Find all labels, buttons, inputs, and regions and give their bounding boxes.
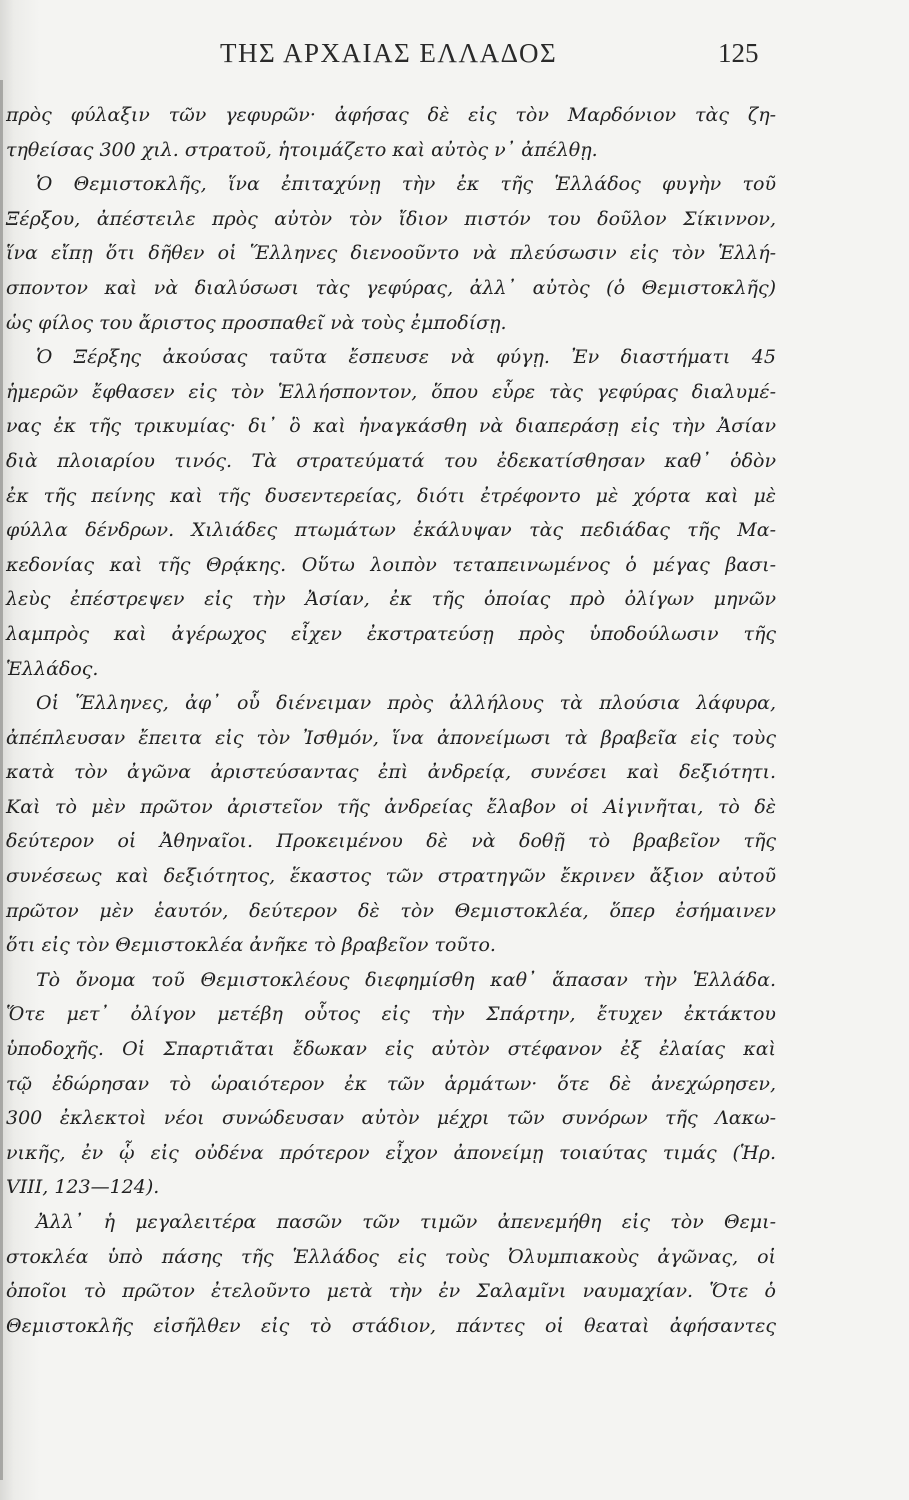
text-line: Ξέρξου, ἀπέστειλε πρὸς αὐτὸν τὸν ἴδιον πιστόν του δοῦλον Σίκιννον, <box>6 207 776 230</box>
text-line: διὰ πλοιαρίου τινός. Τὰ στρατεύματά του ἐδεκατίσθησαν καθ᾽ ὁδὸν <box>6 449 776 472</box>
text-line: νικῆς, ἐν ᾧ εἰς οὐδένα πρότερον εἶχον ἀπονείμῃ τοιαύτας τιμάς (Ἡρ. <box>6 1141 776 1164</box>
text-line: Θεμιστοκλῆς εἰσῆλθεν εἰς τὸ στάδιον, πάντες οἱ θεαταὶ ἀφήσαντες <box>6 1314 776 1337</box>
text-line: Καὶ τὸ μὲν πρῶτον ἀριστεῖον τῆς ἀνδρείας ἔλαβον οἱ Αἰγινῆται, τὸ δὲ <box>6 795 776 818</box>
text-line: VIII, 123—124). <box>6 1176 160 1199</box>
scan-edge-shadow <box>0 80 3 1480</box>
text-line: πρὸς φύλαξιν τῶν γεφυρῶν· ἀφήσας δὲ εἰς τὸν Μαρδόνιον τὰς ζη- <box>6 104 776 126</box>
text-line: ἡμερῶν ἔφθασεν εἰς τὸν Ἑλλήσποντον, ὅπου εὗρε τὰς γεφύρας διαλυμέ- <box>6 380 776 403</box>
text-line: Ἑλλάδος. <box>6 657 99 680</box>
text-line: κατὰ τὸν ἀγῶνα ἀριστεύσαντας ἐπὶ ἀνδρείᾳ, συνέσει καὶ δεξιότητι. <box>6 761 776 784</box>
text-line: στοκλέα ὑπὸ πάσης τῆς Ἑλλάδος εἰς τοὺς Ὀλυμπιακοὺς ἀγῶνας, οἱ <box>6 1245 776 1268</box>
text-line: λεὺς ἐπέστρεψεν εἰς τὴν Ἀσίαν, ἐκ τῆς ὁποίας πρὸ ὀλίγων μηνῶν <box>6 588 776 611</box>
text-line: ἐκ τῆς πείνης καὶ τῆς δυσεντερείας, διότι ἐτρέφοντο μὲ χόρτα καὶ μὲ <box>6 484 776 507</box>
text-line: ὡς φίλος του ἄριστος προσπαθεῖ νὰ τοὺς ἐμποδίσῃ. <box>6 311 507 334</box>
text-line: Τὸ ὄνομα τοῦ Θεμιστοκλέους διεφημίσθη καθ᾽ ἅπασαν τὴν Ἑλλάδα. <box>36 968 776 991</box>
text-line: φύλλα δένδρων. Χιλιάδες πτωμάτων ἐκάλυψαν τὰς πεδιάδας τῆς Μα- <box>6 519 776 542</box>
text-line: πρῶτον μὲν ἑαυτόν, δεύτερον δὲ τὸν Θεμιστοκλέα, ὅπερ ἐσήμαινεν <box>6 899 776 922</box>
text-line: συνέσεως καὶ δεξιότητος, ἕκαστος τῶν στρατηγῶν ἔκρινεν ἄξιον αὐτοῦ <box>6 865 776 888</box>
body-text <box>6 98 776 1343</box>
page-header <box>0 38 909 78</box>
text-line: δεύτερον οἱ Ἀθηναῖοι. Προκειμένου δὲ νὰ δοθῇ τὸ βραβεῖον τῆς <box>6 830 776 853</box>
text-line: σποντον καὶ νὰ διαλύσωσι τὰς γεφύρας, ἀλλ᾽ αὐτὸς (ὁ Θεμιστοκλῆς) <box>6 276 776 299</box>
text-line: ὅτι εἰς τὸν Θεμιστοκλέα ἀνῆκε τὸ βραβεῖον τοῦτο. <box>6 934 496 957</box>
text-line: τηθείσας 300 χιλ. στρατοῦ, ἡτοιμάζετο καὶ αὐτὸς ν᾽ ἀπέλθῃ. <box>6 138 598 161</box>
text-line: Ὁ Θεμιστοκλῆς, ἵνα ἐπιταχύνῃ τὴν ἐκ τῆς Ἑλλάδος φυγὴν τοῦ <box>36 173 776 196</box>
text-line: 300 ἐκλεκτοὶ νέοι συνώδευσαν αὐτὸν μέχρι τῶν συνόρων τῆς Λακω- <box>6 1107 776 1130</box>
running-title: ΤΗΣ ΑΡΧΑΙΑΣ ΕΛΛΑΔΟΣ <box>220 38 558 68</box>
text-line: κεδονίας καὶ τῆς Θρᾴκης. Οὕτω λοιπὸν τεταπεινωμένος ὁ μέγας βασι- <box>6 553 776 576</box>
text-line: Οἱ Ἕλληνες, ἀφ᾽ οὗ διένειμαν πρὸς ἀλλήλους τὰ πλούσια λάφυρα, <box>36 692 776 715</box>
text-line: τῷ ἐδώρησαν τὸ ὡραιότερον ἐκ τῶν ἁρμάτων· ὅτε δὲ ἀνεχώρησεν, <box>6 1072 776 1095</box>
text-line: Ὅτε μετ᾽ ὀλίγον μετέβη οὗτος εἰς τὴν Σπάρτην, ἔτυχεν ἐκτάκτου <box>6 1003 776 1026</box>
page-number: 125 <box>718 38 759 68</box>
text-line: Ὁ Ξέρξης ἀκούσας ταῦτα ἔσπευσε νὰ φύγῃ. Ἐν διαστήματι 45 <box>36 346 776 369</box>
text-line: λαμπρὸς καὶ ἀγέρωχος εἶχεν ἐκστρατεύσῃ πρὸς ὑποδούλωσιν τῆς <box>6 622 776 645</box>
text-line: Ἀλλ᾽ ἡ μεγαλειτέρα πασῶν τῶν τιμῶν ἀπενεμήθη εἰς τὸν Θεμι- <box>36 1211 776 1233</box>
text-line: ὑποδοχῆς. Οἱ Σπαρτιᾶται ἔδωκαν εἰς αὐτὸν στέφανον ἐξ ἐλαίας καὶ <box>6 1038 776 1061</box>
text-line: ἵνα εἴπῃ ὅτι δῆθεν οἱ Ἕλληνες διενοοῦντο νὰ πλεύσωσιν εἰς τὸν Ἑλλή- <box>6 242 776 265</box>
text-line: ὁποῖοι τὸ πρῶτον ἐτελοῦντο μετὰ τὴν ἐν Σαλαμῖνι ναυμαχίαν. Ὅτε ὁ <box>6 1280 776 1303</box>
text-line: ἀπέπλευσαν ἔπειτα εἰς τὸν Ἰσθμόν, ἵνα ἀπονείμωσι τὰ βραβεῖα εἰς τοὺς <box>6 726 776 749</box>
text-line: νας ἐκ τῆς τρικυμίας· δι᾽ ὃ καὶ ἠναγκάσθη νὰ διαπεράσῃ εἰς τὴν Ἀσίαν <box>6 415 776 438</box>
